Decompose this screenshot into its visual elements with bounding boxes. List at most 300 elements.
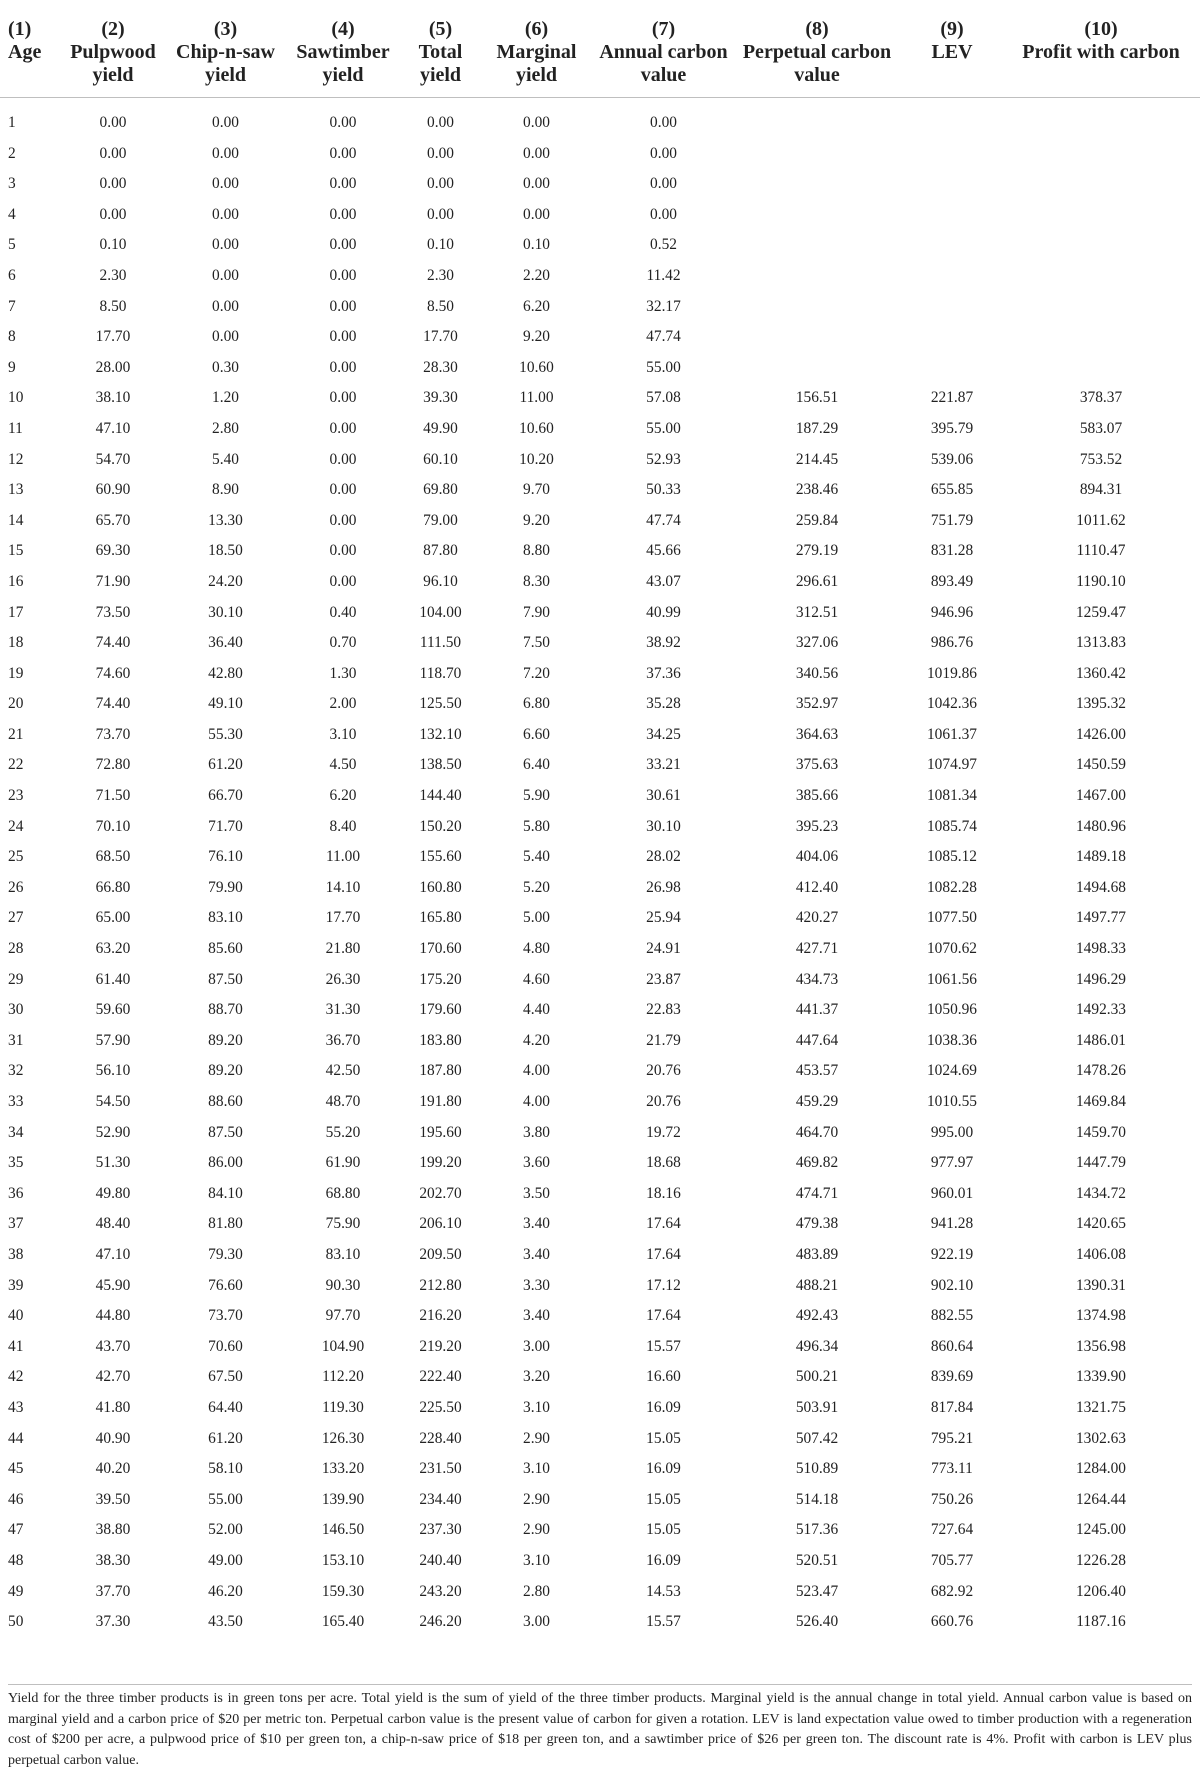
table-row xyxy=(0,1056,1200,1087)
table-row xyxy=(0,1087,1200,1118)
table-cell: 47.74 xyxy=(646,511,681,529)
table-cell: 68.80 xyxy=(325,1184,361,1202)
age-cell: 7 xyxy=(8,297,16,315)
header-chip-n-saw-yield xyxy=(168,12,283,98)
table-row xyxy=(0,567,1200,598)
table-cell: 243.20 xyxy=(419,1582,462,1600)
age-cell: 47 xyxy=(8,1521,24,1539)
table-cell: 8.40 xyxy=(329,817,357,835)
table-cell: 1061.56 xyxy=(926,970,978,988)
age-cell: 35 xyxy=(8,1154,24,1172)
header-number: (9) xyxy=(940,18,964,40)
age-cell: 34 xyxy=(8,1123,24,1141)
table-row xyxy=(0,689,1200,720)
table-cell: 352.97 xyxy=(795,695,839,713)
table-cell: 479.38 xyxy=(795,1215,839,1233)
header-perpetual-carbon-value xyxy=(732,12,902,98)
table-cell: 104.00 xyxy=(419,603,462,621)
table-cell: 37.36 xyxy=(646,664,681,682)
table-cell: 20.76 xyxy=(646,1062,681,1080)
table-cell: 71.70 xyxy=(208,817,243,835)
table-cell: 42.80 xyxy=(208,664,243,682)
table-row xyxy=(0,1393,1200,1424)
table-cell: 153.10 xyxy=(321,1551,365,1569)
table-row xyxy=(0,873,1200,904)
table-cell: 3.10 xyxy=(523,1398,550,1416)
age-cell: 36 xyxy=(8,1184,24,1202)
table-cell: 214.45 xyxy=(795,450,839,468)
table-cell: 1390.31 xyxy=(1075,1276,1127,1294)
table-cell: 26.98 xyxy=(646,878,681,896)
table-cell: 1321.75 xyxy=(1075,1398,1127,1416)
table-cell: 50.33 xyxy=(646,481,681,499)
table-cell: 70.60 xyxy=(208,1337,243,1355)
table-cell: 111.50 xyxy=(419,634,462,652)
table-cell: 327.06 xyxy=(795,634,839,652)
table-cell: 21.79 xyxy=(646,1031,681,1049)
table-cell: 1081.34 xyxy=(926,787,978,805)
table-cell: 0.00 xyxy=(329,481,357,499)
table-cell: 1486.01 xyxy=(1075,1031,1127,1049)
age-cell: 16 xyxy=(8,572,24,590)
table-cell: 28.02 xyxy=(646,848,681,866)
table-cell: 3.60 xyxy=(523,1154,550,1172)
table-row xyxy=(0,812,1200,843)
table-row xyxy=(0,292,1200,323)
header-number: (6) xyxy=(524,18,549,40)
table-cell: 5.80 xyxy=(523,817,550,835)
table-cell xyxy=(1002,353,1200,384)
table-footnote: Yield for the three timber products is in green tons per acre. Total yield is the sum of yield of the three timber products. Marginal yield is the annual change in total yield. Annual carbon value is based on marginal yield and a carbon price of $20 per metric ton. Perpetual carbon value is the present value of carbon for given a rotation. LEV is land expectation value owed to timber production with a regeneration cost of $200 per acre, a pulpwood price of $10 per green ton, a chip-n-saw price of $18 per green ton, and a sawtimber price of $26 per green ton. The discount rate is 4%. Profit with carbon is LEV plus perpetual carbon value. xyxy=(8,1684,1192,1771)
table-cell: 3.10 xyxy=(523,1460,550,1478)
table-row xyxy=(0,1454,1200,1485)
table-cell: 9.20 xyxy=(523,328,550,346)
table-row xyxy=(0,781,1200,812)
table-cell: 41.80 xyxy=(95,1398,131,1416)
table-cell: 234.40 xyxy=(419,1490,462,1508)
table-cell: 83.10 xyxy=(208,909,243,927)
table-cell xyxy=(732,353,902,384)
header-number: (1) xyxy=(8,18,32,40)
table-cell: 13.30 xyxy=(208,511,243,529)
table-cell: 3.40 xyxy=(523,1307,550,1325)
table-cell: 58.10 xyxy=(208,1460,243,1478)
header-label: Annual carbon value xyxy=(599,41,728,86)
table-cell: 0.70 xyxy=(329,634,357,652)
table-cell: 0.52 xyxy=(650,236,677,254)
table-cell: 483.89 xyxy=(795,1245,839,1263)
table-cell: 0.00 xyxy=(427,175,454,193)
table-cell: 202.70 xyxy=(419,1184,462,1202)
table-cell: 0.00 xyxy=(212,175,239,193)
table-row xyxy=(0,720,1200,751)
table-cell: 31.30 xyxy=(325,1001,361,1019)
table-cell: 946.96 xyxy=(930,603,974,621)
table-row xyxy=(0,322,1200,353)
table-cell: 17.64 xyxy=(646,1307,681,1325)
table-cell: 81.80 xyxy=(208,1215,243,1233)
table-cell: 206.10 xyxy=(419,1215,462,1233)
table-row xyxy=(0,1148,1200,1179)
table-cell: 6.20 xyxy=(523,297,550,315)
table-cell: 55.00 xyxy=(646,419,681,437)
table-cell: 0.00 xyxy=(427,205,454,223)
table-cell: 14.10 xyxy=(325,878,361,896)
table-cell xyxy=(1002,200,1200,231)
table-cell: 49.10 xyxy=(208,695,243,713)
age-cell: 25 xyxy=(8,848,24,866)
table-cell: 191.80 xyxy=(419,1093,462,1110)
table-cell: 5.40 xyxy=(523,848,550,866)
table-cell: 1245.00 xyxy=(1075,1521,1127,1539)
table-cell: 4.80 xyxy=(523,940,550,958)
table-cell: 514.18 xyxy=(795,1490,839,1508)
table-cell: 1082.28 xyxy=(926,878,978,896)
table-cell: 10.60 xyxy=(519,358,554,376)
table-cell: 2.90 xyxy=(523,1429,550,1447)
table-cell: 0.00 xyxy=(650,144,677,162)
table-cell: 48.40 xyxy=(95,1215,131,1233)
table-cell: 0.00 xyxy=(329,328,357,346)
table-cell: 97.70 xyxy=(325,1307,361,1325)
age-cell: 17 xyxy=(8,603,24,621)
table-cell: 54.50 xyxy=(95,1093,131,1110)
table-row xyxy=(0,475,1200,506)
table-cell: 26.30 xyxy=(325,970,361,988)
table-cell: 79.30 xyxy=(208,1245,243,1263)
header-label: Profit with carbon xyxy=(1022,41,1180,63)
table-cell: 3.40 xyxy=(523,1215,550,1233)
table-cell: 6.20 xyxy=(329,787,357,805)
table-cell: 28.30 xyxy=(423,358,458,376)
age-cell: 38 xyxy=(8,1245,24,1263)
table-cell: 1497.77 xyxy=(1075,909,1127,927)
table-cell: 14.53 xyxy=(646,1582,681,1600)
age-cell: 14 xyxy=(8,511,24,529)
table-cell: 85.60 xyxy=(208,940,243,958)
table-cell: 216.20 xyxy=(419,1307,462,1325)
table-cell: 0.00 xyxy=(329,511,357,529)
age-cell: 48 xyxy=(8,1551,24,1569)
table-row xyxy=(0,1332,1200,1363)
age-cell: 33 xyxy=(8,1093,24,1110)
table-cell: 0.00 xyxy=(523,114,550,131)
age-cell: 45 xyxy=(8,1460,24,1478)
table-cell: 1420.65 xyxy=(1075,1215,1127,1233)
table-cell: 1492.33 xyxy=(1075,1001,1127,1019)
table-cell xyxy=(732,139,902,170)
table-cell: 517.36 xyxy=(795,1521,839,1539)
table-cell: 0.00 xyxy=(427,114,454,131)
table-cell: 5.00 xyxy=(523,909,550,927)
table-cell: 39.30 xyxy=(423,389,458,407)
table-cell: 96.10 xyxy=(423,572,458,590)
table-cell: 364.63 xyxy=(795,725,839,743)
table-cell: 10.60 xyxy=(519,419,554,437)
table-cell: 1011.62 xyxy=(1076,511,1126,529)
table-cell: 995.00 xyxy=(930,1123,974,1141)
table-cell: 17.64 xyxy=(646,1215,681,1233)
header-sawtimber-yield xyxy=(283,12,403,98)
table-cell: 139.90 xyxy=(321,1490,365,1508)
table-cell: 16.60 xyxy=(646,1368,681,1386)
table-row xyxy=(0,1118,1200,1149)
table-row xyxy=(0,1607,1200,1638)
header-label: Marginal yield xyxy=(496,41,577,86)
age-cell: 26 xyxy=(8,878,24,896)
table-cell: 860.64 xyxy=(930,1337,974,1355)
table-cell: 0.30 xyxy=(212,358,239,376)
table-cell: 183.80 xyxy=(419,1031,462,1049)
table-cell: 57.08 xyxy=(646,389,681,407)
table-cell: 42.70 xyxy=(95,1368,131,1386)
table-cell: 74.40 xyxy=(95,634,131,652)
age-cell: 8 xyxy=(8,328,16,346)
table-cell: 219.20 xyxy=(419,1337,462,1355)
table-cell: 1434.72 xyxy=(1075,1184,1127,1202)
table-cell: 89.20 xyxy=(208,1062,243,1080)
table-cell: 63.20 xyxy=(95,940,131,958)
header-total-yield xyxy=(403,12,478,98)
table-cell: 441.37 xyxy=(795,1001,839,1019)
table-cell: 237.30 xyxy=(419,1521,462,1539)
table-cell: 727.64 xyxy=(930,1521,974,1539)
table-cell: 246.20 xyxy=(419,1613,462,1631)
table-cell: 464.70 xyxy=(795,1123,839,1141)
table-cell: 84.10 xyxy=(208,1184,243,1202)
table-cell: 45.66 xyxy=(646,542,681,560)
table-cell: 1496.29 xyxy=(1075,970,1127,988)
table-cell: 68.50 xyxy=(95,848,131,866)
table-cell: 16.09 xyxy=(646,1398,681,1416)
table-cell: 279.19 xyxy=(795,542,839,560)
table-cell: 133.20 xyxy=(321,1460,365,1478)
table-cell: 15.57 xyxy=(646,1613,681,1631)
table-cell: 179.60 xyxy=(419,1001,462,1019)
table-cell: 1302.63 xyxy=(1075,1429,1127,1447)
table-cell: 1467.00 xyxy=(1075,787,1127,805)
table-cell: 0.00 xyxy=(523,205,550,223)
table-cell: 0.00 xyxy=(212,236,239,254)
table-row xyxy=(0,414,1200,445)
table-row xyxy=(0,1424,1200,1455)
table-cell: 1042.36 xyxy=(926,695,978,713)
table-cell: 61.20 xyxy=(208,756,243,774)
table-cell: 87.50 xyxy=(208,970,243,988)
header-label: Total yield xyxy=(418,41,463,86)
table-cell: 312.51 xyxy=(795,603,839,621)
table-cell: 209.50 xyxy=(419,1245,462,1263)
table-cell: 1313.83 xyxy=(1075,634,1127,652)
table-cell: 427.71 xyxy=(795,940,839,958)
table-cell: 17.12 xyxy=(646,1276,681,1294)
table-cell: 705.77 xyxy=(930,1551,974,1569)
table-cell: 5.90 xyxy=(523,787,550,805)
table-cell: 25.94 xyxy=(646,909,681,927)
table-row xyxy=(0,628,1200,659)
table-cell: 42.50 xyxy=(325,1062,361,1080)
table-cell: 0.00 xyxy=(523,175,550,193)
header-number: (10) xyxy=(1084,18,1118,40)
table-cell: 150.20 xyxy=(419,817,462,835)
table-row xyxy=(0,353,1200,384)
table-cell: 38.30 xyxy=(95,1551,131,1569)
table-cell: 55.20 xyxy=(325,1123,361,1141)
table-cell: 170.60 xyxy=(419,940,462,958)
table-cell: 259.84 xyxy=(795,511,839,529)
table-cell: 882.55 xyxy=(930,1307,974,1325)
table-cell: 1360.42 xyxy=(1075,664,1127,682)
table-cell: 8.30 xyxy=(523,572,550,590)
table-cell: 385.66 xyxy=(795,787,839,805)
header-pulpwood-yield xyxy=(58,12,168,98)
age-cell: 44 xyxy=(8,1429,24,1447)
table-cell: 57.90 xyxy=(95,1031,131,1049)
table-cell: 43.70 xyxy=(95,1337,131,1355)
table-cell: 447.64 xyxy=(795,1031,839,1049)
table-cell: 52.93 xyxy=(646,450,681,468)
age-cell: 13 xyxy=(8,481,24,499)
table-cell: 0.40 xyxy=(329,603,357,621)
table-cell xyxy=(1002,98,1200,139)
table-cell: 175.20 xyxy=(419,970,462,988)
table-body xyxy=(0,98,1200,1638)
table-cell: 3.00 xyxy=(523,1613,550,1631)
header-profit-with-carbon xyxy=(1002,12,1200,98)
table-cell: 228.40 xyxy=(419,1429,462,1447)
table-cell: 1070.62 xyxy=(926,940,978,958)
table-cell: 160.80 xyxy=(419,878,462,896)
table-cell: 165.80 xyxy=(419,909,462,927)
table-cell: 73.70 xyxy=(95,725,131,743)
table-cell: 72.80 xyxy=(95,756,131,774)
table-cell: 0.10 xyxy=(427,236,454,254)
table-cell: 17.70 xyxy=(325,909,361,927)
age-cell: 2 xyxy=(8,144,16,162)
table-cell xyxy=(1002,261,1200,292)
table-cell: 3.20 xyxy=(523,1368,550,1386)
table-cell: 5.20 xyxy=(523,878,550,896)
table-cell: 1395.32 xyxy=(1075,695,1127,713)
table-cell: 47.74 xyxy=(646,328,681,346)
table-cell: 894.31 xyxy=(1079,481,1123,499)
table-cell: 753.52 xyxy=(1079,450,1123,468)
table-cell: 1469.84 xyxy=(1075,1093,1127,1110)
table-cell: 74.60 xyxy=(95,664,131,682)
table-row xyxy=(0,169,1200,200)
table-cell: 0.00 xyxy=(99,175,127,193)
table-cell: 1406.08 xyxy=(1075,1245,1127,1263)
table-cell: 7.90 xyxy=(523,603,550,621)
table-cell: 8.90 xyxy=(212,481,239,499)
table-cell: 503.91 xyxy=(795,1398,839,1416)
table-cell xyxy=(1002,139,1200,170)
age-cell: 27 xyxy=(8,909,24,927)
table-row xyxy=(0,842,1200,873)
header-number: (7) xyxy=(651,18,676,40)
table-cell: 22.83 xyxy=(646,1001,681,1019)
table-cell: 10.20 xyxy=(519,450,554,468)
table-cell: 4.40 xyxy=(523,1001,550,1019)
table-cell: 0.10 xyxy=(99,236,127,254)
table-cell xyxy=(732,200,902,231)
table-cell: 47.10 xyxy=(95,419,131,437)
table-cell: 0.00 xyxy=(329,542,357,560)
table-cell: 751.79 xyxy=(930,511,974,529)
table-cell: 1447.79 xyxy=(1075,1154,1127,1172)
table-cell: 6.80 xyxy=(523,695,550,713)
table-cell: 0.00 xyxy=(212,205,239,223)
table-cell xyxy=(732,169,902,200)
table-cell: 496.34 xyxy=(795,1337,839,1355)
table-row xyxy=(0,200,1200,231)
table-cell: 539.06 xyxy=(930,450,974,468)
table-cell: 65.70 xyxy=(95,511,131,529)
table-cell: 33.21 xyxy=(646,756,681,774)
table-cell: 0.00 xyxy=(212,328,239,346)
table-cell: 30.10 xyxy=(646,817,681,835)
table-cell: 8.50 xyxy=(99,297,127,315)
table-cell: 87.80 xyxy=(423,542,458,560)
table-row xyxy=(0,1209,1200,1240)
table-cell: 34.25 xyxy=(646,725,681,743)
table-cell: 79.00 xyxy=(423,511,458,529)
table-cell: 74.40 xyxy=(95,695,131,713)
table-cell: 6.40 xyxy=(523,756,550,774)
table-cell: 51.30 xyxy=(95,1154,131,1172)
table-cell: 3.10 xyxy=(523,1551,550,1569)
table-cell: 893.49 xyxy=(930,572,974,590)
table-cell: 19.72 xyxy=(646,1123,681,1141)
table-cell: 87.50 xyxy=(208,1123,243,1141)
table-cell: 1498.33 xyxy=(1075,940,1127,958)
table-cell: 817.84 xyxy=(930,1398,974,1416)
table-cell: 296.61 xyxy=(795,572,839,590)
table-cell: 0.10 xyxy=(523,236,550,254)
table-cell: 69.30 xyxy=(95,542,131,560)
table-cell: 38.10 xyxy=(95,389,131,407)
table-cell: 15.05 xyxy=(646,1521,681,1539)
table-cell: 1077.50 xyxy=(926,909,978,927)
table-cell: 4.60 xyxy=(523,970,550,988)
table-cell: 90.30 xyxy=(325,1276,361,1294)
table-cell: 655.85 xyxy=(930,481,974,499)
table-cell: 7.20 xyxy=(523,664,550,682)
table-cell: 3.00 xyxy=(523,1337,550,1355)
table-cell: 0.00 xyxy=(212,144,239,162)
table-cell: 28.00 xyxy=(95,358,131,376)
table-cell: 0.00 xyxy=(523,144,550,162)
table-cell: 86.00 xyxy=(208,1154,243,1172)
table-row xyxy=(0,506,1200,537)
table-cell xyxy=(902,292,1002,323)
table-cell: 1226.28 xyxy=(1075,1551,1127,1569)
table-row xyxy=(0,1362,1200,1393)
table-cell: 1494.68 xyxy=(1075,878,1127,896)
table-cell: 8.80 xyxy=(523,542,550,560)
table-cell: 40.90 xyxy=(95,1429,131,1447)
table-row xyxy=(0,1240,1200,1271)
table-cell: 88.70 xyxy=(208,1001,243,1019)
table-cell: 1.30 xyxy=(329,664,357,682)
table-cell: 395.79 xyxy=(930,419,974,437)
table-cell: 2.80 xyxy=(212,419,239,437)
table-cell xyxy=(1002,230,1200,261)
header-number: (3) xyxy=(213,18,238,40)
table-cell: 39.50 xyxy=(95,1490,131,1508)
age-cell: 39 xyxy=(8,1276,24,1294)
table-cell: 9.20 xyxy=(523,511,550,529)
